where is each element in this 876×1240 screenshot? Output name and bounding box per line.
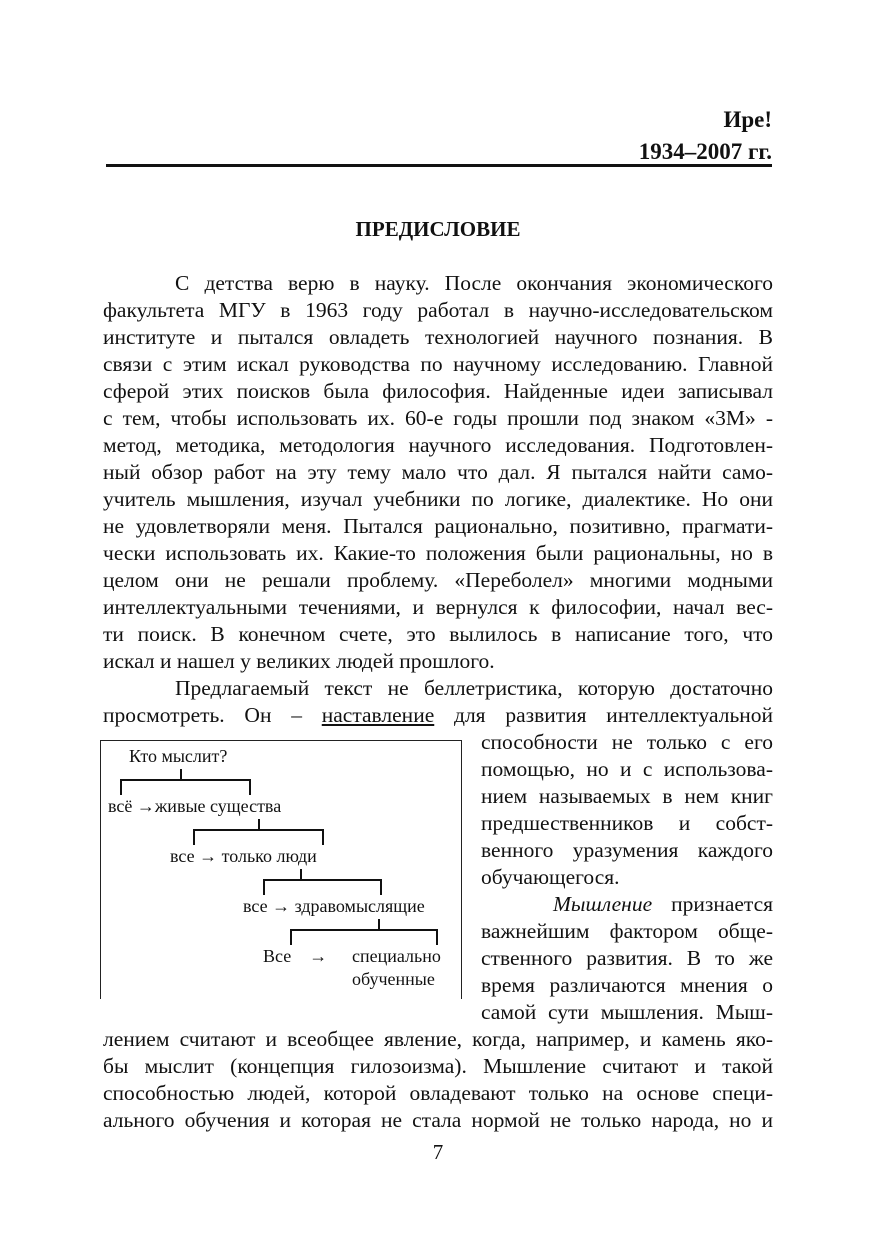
- diagram-connector: [120, 779, 250, 781]
- diagram-level-4: Все →: [263, 946, 328, 966]
- text-line: ственного развития. В то же: [481, 946, 773, 970]
- text-line: помощью, но и с использова-: [481, 757, 773, 781]
- text-line: не удовлетворяли меня. Пытался рационально, позитивно, прагмати-: [103, 514, 773, 538]
- text-line: чески использовать их. Какие-то положения были рациональны, но в: [103, 541, 773, 565]
- text-line: ального обучения и которая не стала нормой не только народа, но и: [103, 1108, 773, 1132]
- diagram-level-4-right: специально: [352, 946, 441, 966]
- diagram-connector: [263, 879, 381, 881]
- text-line: связи с этим искал руководства по научному исследованию. Главной: [103, 352, 773, 376]
- text-line: факультета МГУ в 1963 году работал в научно-исследовательском: [103, 298, 773, 322]
- chapter-title: ПРЕДИСЛОВИЕ: [355, 217, 521, 241]
- text-line: способностью людей, которой овладевают только на основе специ-: [103, 1081, 773, 1105]
- diagram-connector: [120, 779, 122, 795]
- dedication-years: 1934–2007 гг.: [638, 139, 772, 164]
- text-line: целом они не решали проблему. «Переболел» многими модными: [103, 568, 773, 592]
- diagram-root-label: Кто мыслит?: [129, 746, 228, 766]
- text-line: лением считают и всеобщее явление, когда, например, и камень яко-: [103, 1027, 773, 1051]
- text-line: учитель мышления, изучал учебники по логике, диалектике. Но они: [103, 487, 773, 511]
- text-line: важнейшим фактором обще-: [481, 919, 773, 943]
- text-line: венного уразумения каждого: [481, 838, 773, 862]
- text-segment: для развития интеллектуальной: [454, 703, 774, 727]
- diagram-connector: [193, 829, 195, 845]
- text-line: ти поиск. В конечном счете, это вылилось в написание того, что: [103, 622, 773, 646]
- text-line: Предлагаемый текст не беллетристика, которую достаточно: [175, 676, 773, 700]
- text-line: [103, 702, 773, 729]
- text-line: с тем, чтобы использовать их. 60-е годы прошли под знаком «3М» -: [103, 406, 773, 430]
- text-line: ный обзор работ на эту тему мало что дал. Я пытался найти само-: [103, 460, 773, 484]
- text-line: нием называемых в нем книг: [481, 784, 773, 808]
- text-line: интеллектуальными течениями, и вернулся к философии, начал вес-: [103, 595, 773, 619]
- italic-term: Мышление: [553, 892, 653, 916]
- diagram-level-1: всё →живые существа: [108, 796, 282, 816]
- diagram-connector: [290, 929, 437, 931]
- diagram-connector: [180, 769, 182, 779]
- text-line: самой сути мышления. Мыш-: [481, 1000, 773, 1024]
- diagram-connector: [258, 819, 260, 829]
- header-rule: [106, 164, 772, 167]
- text-line: предшественников и собст-: [481, 811, 773, 835]
- text-line: [553, 891, 773, 918]
- dedication-name: Ире!: [723, 107, 772, 132]
- text-line: обучающегося.: [481, 865, 620, 889]
- text-line: способности не только с его: [481, 730, 773, 754]
- diagram-connector: [300, 869, 302, 879]
- underlined-term: наставление: [321, 703, 435, 727]
- diagram-connector: [436, 929, 438, 945]
- diagram-level-2: все → только люди: [170, 846, 317, 866]
- diagram-level-3: все → здравомыслящие: [243, 896, 425, 916]
- dedication-header: [639, 104, 772, 168]
- text-line: С детства верю в науку. После окончания экономического: [175, 271, 773, 295]
- diagram-connector: [193, 829, 323, 831]
- text-line: искал и нашел у великих людей прошлого.: [103, 649, 495, 673]
- text-line: бы мыслит (концепция гилозоизма). Мышление считают и такой: [103, 1054, 773, 1078]
- text-line: время различаются мнения о: [481, 973, 773, 997]
- text-line: метод, методика, методология научного исследования. Подготовлен-: [103, 433, 773, 457]
- text-line: институте и пытался овладеть технологией научного познания. В: [103, 325, 773, 349]
- diagram-level-4-right-cont: обученные: [352, 969, 435, 989]
- diagram-connector: [263, 879, 265, 895]
- text-line: сферой этих поисков была философия. Найденные идеи записывал: [103, 379, 773, 403]
- text-segment: признается: [671, 892, 773, 916]
- diagram-connector: [322, 829, 324, 845]
- page-number: 7: [432, 1140, 444, 1164]
- diagram-connector: [290, 929, 292, 945]
- diagram-connector: [378, 919, 380, 929]
- text-segment: просмотреть. Он –: [103, 703, 302, 727]
- diagram-connector: [249, 779, 251, 795]
- diagram-connector: [380, 879, 382, 895]
